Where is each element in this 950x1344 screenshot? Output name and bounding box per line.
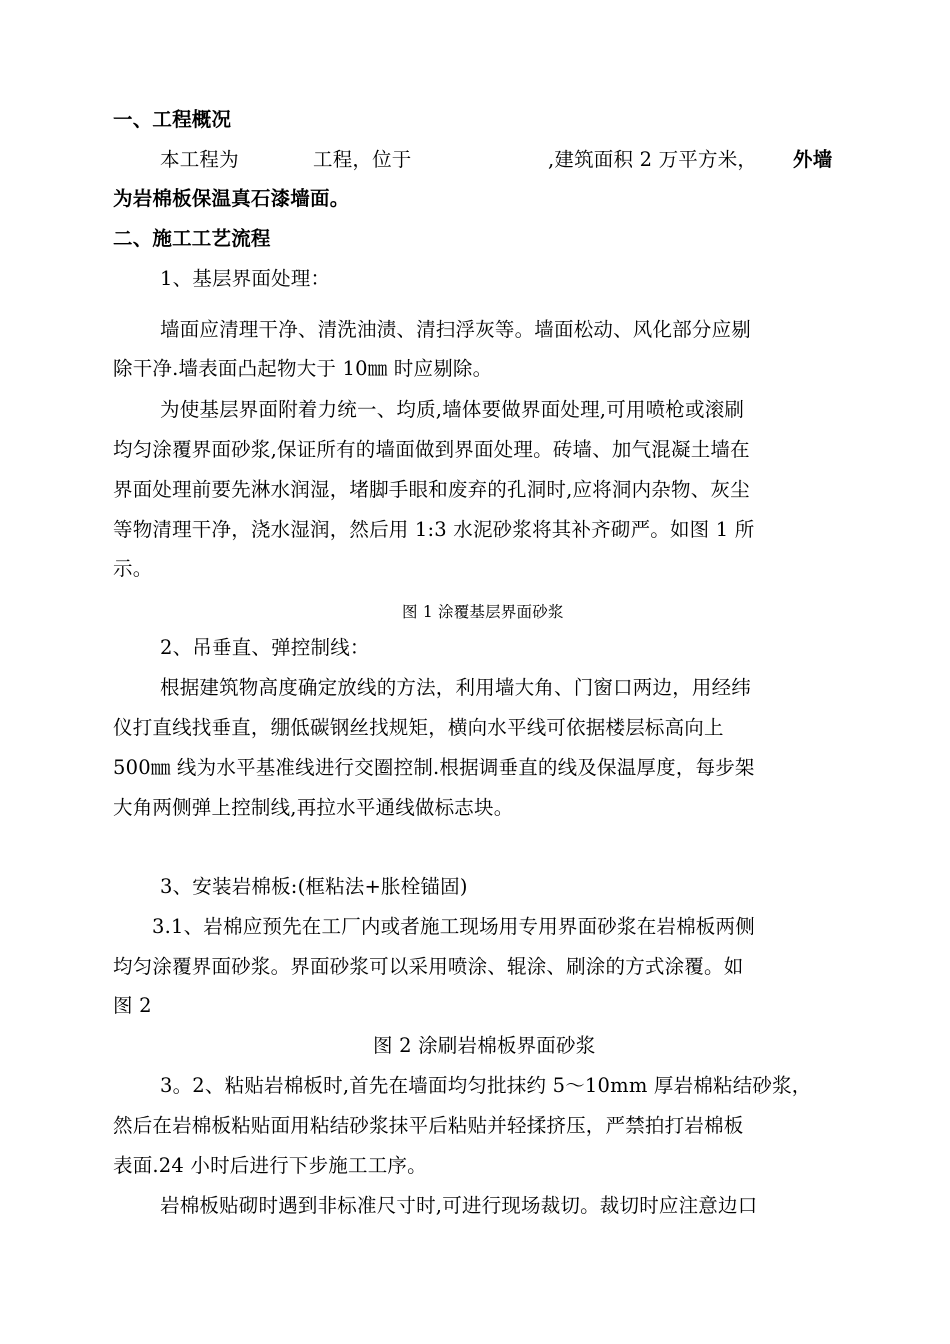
step2-para-line: 大角两侧弹上控制线,再拉水平通线做标志块。 xyxy=(113,796,514,819)
step3-sub2-line: 表面.24 小时后进行下步施工工序。 xyxy=(113,1154,427,1177)
step1-para2-line: 等物清理干净，浇水湿润，然后用 1:3 水泥砂浆将其补齐砌严。如图 1 所 xyxy=(113,518,755,541)
intro-text-part1: 本工程为 xyxy=(160,148,239,171)
step1-para2-line: 示。 xyxy=(113,557,153,580)
intro-bold-end: 外墙 xyxy=(793,148,833,171)
step3-sub1-line: 均匀涂覆界面砂浆。界面砂浆可以采用喷涂、辊涂、刷涂的方式涂覆。如 xyxy=(113,955,744,978)
step1-title: 1、基层界面处理： xyxy=(160,267,331,290)
step1-para1-line: 除干净.墙表面凸起物大于 10㎜ 时应剔除。 xyxy=(113,357,493,380)
section-heading-overview: 一、工程概况 xyxy=(113,108,232,131)
figure-1-caption: 图 1 涂覆基层界面砂浆 xyxy=(402,603,564,621)
step2-para-line: 根据建筑物高度确定放线的方法，利用墙大角、门窗口两边，用经纬 xyxy=(160,676,752,699)
step3-sub1-line: 图 2 xyxy=(113,994,152,1017)
section-heading-process: 二、施工工艺流程 xyxy=(113,227,271,250)
step2-title: 2、吊垂直、弹控制线： xyxy=(160,636,370,659)
step3-sub2-line: 3。2、粘贴岩棉板时,首先在墙面均匀批抹约 5～10mm 厚岩棉粘结砂浆， xyxy=(160,1074,812,1097)
step2-para-line: 500㎜ 线为水平基准线进行交圈控制.根据调垂直的线及保温厚度，每步架 xyxy=(113,756,755,779)
step1-para1-line: 墙面应清理干净、清洗油渍、清扫浮灰等。墙面松动、风化部分应剔 xyxy=(160,318,752,341)
step3-title: 3、安装岩棉板:(框粘法+胀栓锚固) xyxy=(160,875,468,898)
step2-para-line: 仪打直线找垂直，绷低碳钢丝找规矩，横向水平线可依据楼层标高向上 xyxy=(113,716,724,739)
step1-para2-line: 均匀涂覆界面砂浆,保证所有的墙面做到界面处理。砖墙、加气混凝土墙在 xyxy=(113,438,750,461)
step3-sub1-line: 3.1、岩棉应预先在工厂内或者施工现场用专用界面砂浆在岩棉板两侧 xyxy=(152,915,755,938)
intro-text-part2: 工程，位于 xyxy=(313,148,412,171)
step3-final-paragraph: 岩棉板贴砌时遇到非标准尺寸时,可进行现场裁切。裁切时应注意边口 xyxy=(160,1194,758,1217)
figure-2-caption: 图 2 涂刷岩棉板界面砂浆 xyxy=(373,1034,596,1057)
intro-text-part3: ,建筑面积 2 万平方米， xyxy=(548,148,758,171)
step3-sub2-line: 然后在岩棉板粘贴面用粘结砂浆抹平后粘贴并轻揉挤压，严禁拍打岩棉板 xyxy=(113,1114,744,1137)
step1-para2-line: 为使基层界面附着力统一、均质,墙体要做界面处理,可用喷枪或滚刷 xyxy=(160,398,745,421)
step1-para2-line: 界面处理前要先淋水润湿，堵脚手眼和废弃的孔洞时,应将洞内杂物、灰尘 xyxy=(113,478,750,501)
intro-bold-line2: 为岩棉板保温真石漆墙面。 xyxy=(113,187,350,210)
